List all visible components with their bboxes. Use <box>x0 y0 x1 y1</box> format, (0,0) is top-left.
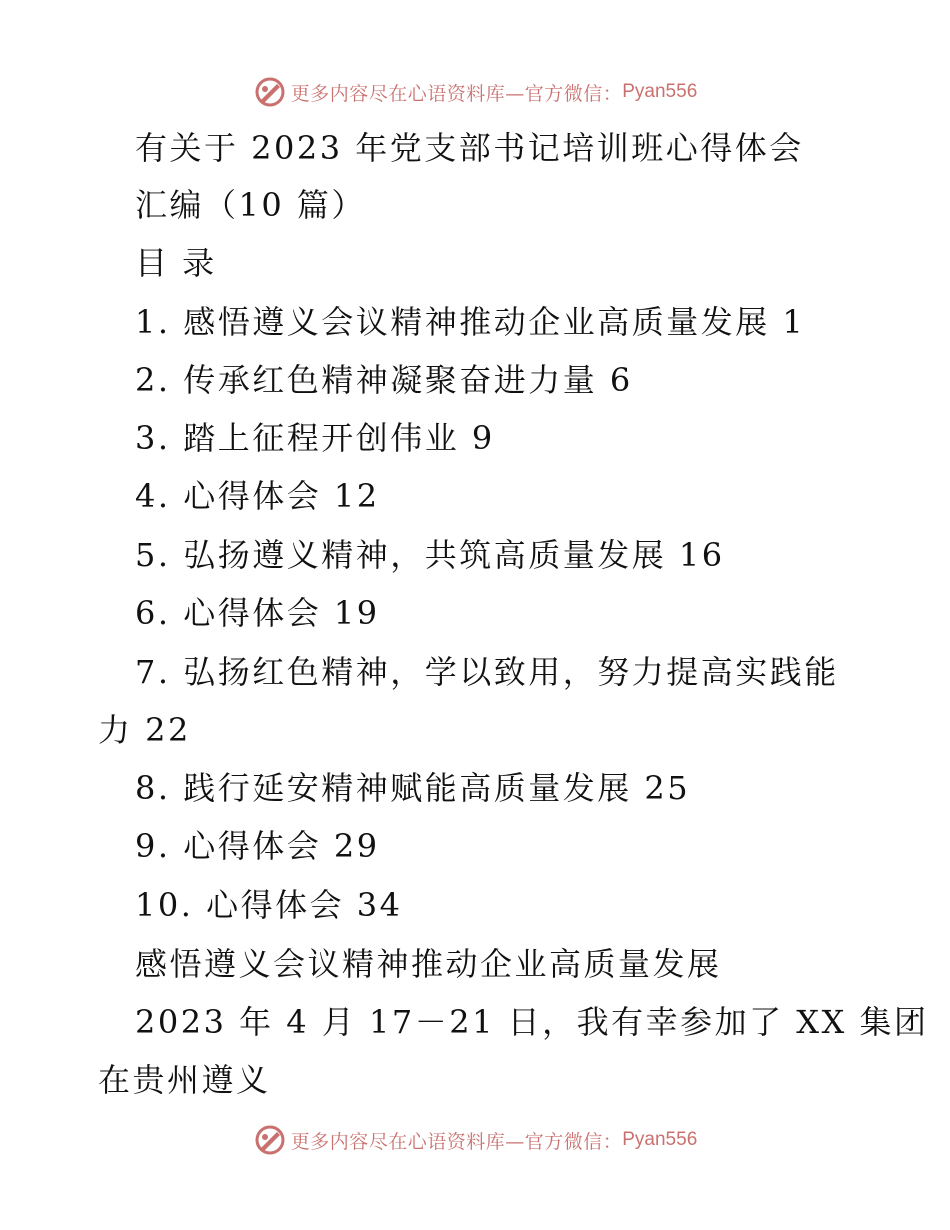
watermark-wechat-id: Pyan556 <box>622 81 698 102</box>
toc-item-continuation: 力 22 <box>98 711 191 749</box>
toc-item: 1. 感悟遵义会议精神推动企业高质量发展 1 <box>135 303 806 341</box>
doc-title-line-2: 汇编（10 篇） <box>135 186 366 224</box>
doc-title-line-1: 有关于 2023 年党支部书记培训班心得体会 <box>135 129 804 167</box>
toc-item: 5. 弘扬遵义精神，共筑高质量发展 16 <box>135 536 725 574</box>
watermark-footer <box>0 1120 950 1160</box>
section-title: 感悟遵义会议精神推动企业高质量发展 <box>135 945 722 983</box>
paragraph-line: 2023 年 4 月 17－21 日，我有幸参加了 XX 集团 <box>135 1003 929 1041</box>
paragraph-line: 在贵州遵义 <box>98 1061 271 1099</box>
pen-logo-icon <box>253 1123 287 1157</box>
toc-item: 8. 践行延安精神赋能高质量发展 25 <box>135 769 691 807</box>
toc-item: 3. 踏上征程开创伟业 9 <box>135 419 495 457</box>
toc-heading: 目 录 <box>135 244 217 282</box>
toc-item: 7. 弘扬红色精神，学以致用，努力提高实践能 <box>135 653 839 691</box>
watermark-header <box>0 72 950 112</box>
toc-item: 10. 心得体会 34 <box>135 886 403 924</box>
toc-item: 6. 心得体会 19 <box>135 594 380 632</box>
pen-logo-icon <box>253 75 287 109</box>
watermark-text: 更多内容尽在心语资料库—官方微信： <box>290 1130 623 1153</box>
watermark-wechat-id: Pyan556 <box>622 1129 698 1150</box>
toc-item: 9. 心得体会 29 <box>135 827 380 865</box>
toc-item: 4. 心得体会 12 <box>135 477 380 515</box>
toc-item: 2. 传承红色精神凝聚奋进力量 6 <box>135 361 633 399</box>
watermark-text: 更多内容尽在心语资料库—官方微信： <box>290 82 623 105</box>
